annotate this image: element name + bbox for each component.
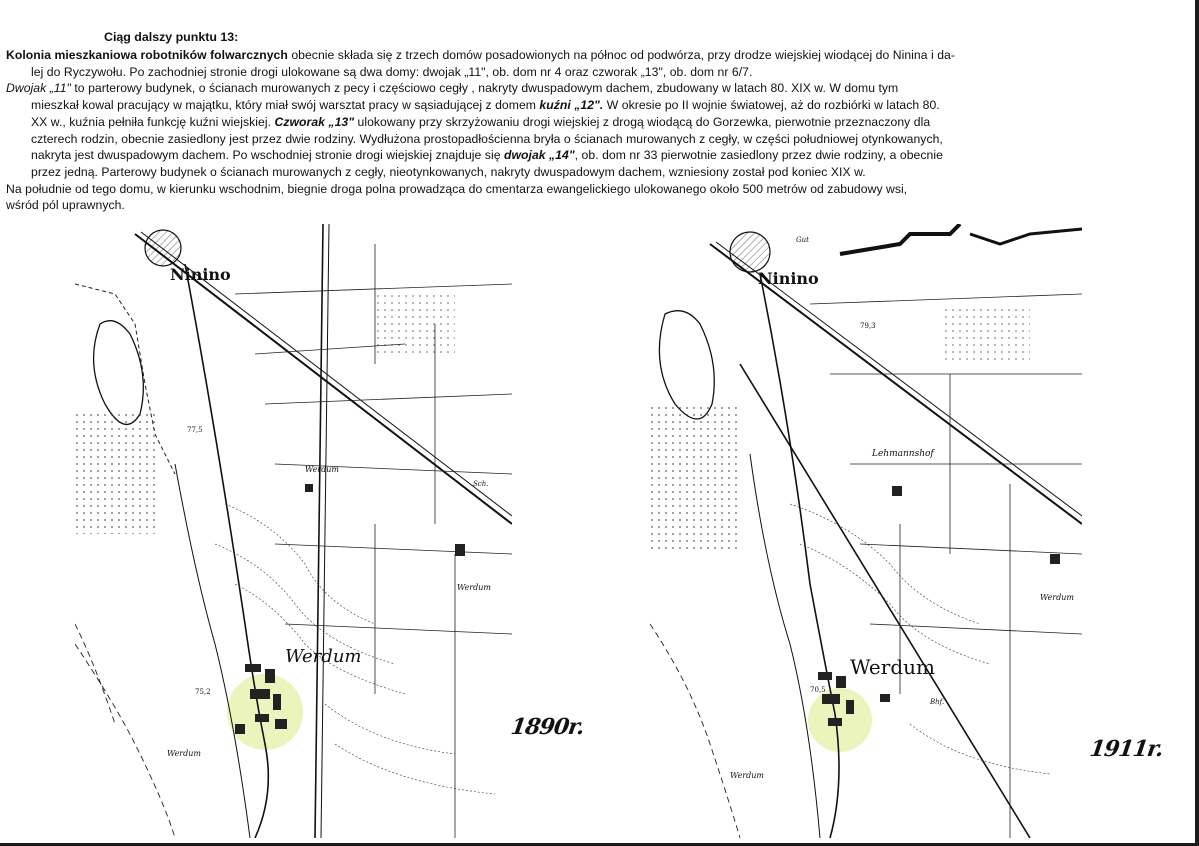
paragraph-2-dwojak-14: dwojak „14": [503, 148, 575, 163]
field-boundaries: [810, 294, 1082, 838]
paragraph-2-kuznia: kuźni „12".: [539, 98, 604, 113]
paragraph-2-line-1: to parterowy budynek, o ścianach murowanych z pecy i częściowo cegły , nakryty dwuspadowym dachem, zbudowany w latach 80. XIX w. W domu tym: [70, 81, 899, 96]
lake-shape: [94, 321, 144, 425]
map-1890-year: 1890r.: [509, 714, 586, 740]
map-1911: [650, 224, 1082, 838]
railway-line-2: [970, 229, 1082, 244]
highlight-circle: [227, 674, 303, 750]
diagonal-road-2: [740, 364, 1030, 838]
map-1890-label-werdum-small-1: Werdum: [305, 465, 339, 474]
paragraph-2-line-3: [6, 114, 1191, 131]
woodland-area: [75, 414, 155, 534]
map-1911-label-werdum-sw: Werdum: [730, 771, 764, 780]
body-text: [6, 47, 1191, 214]
paragraph-2-line-5b: , ob. dom nr 33 pierwotnie zasiedlony przez dwie rodziny, a obecnie: [574, 148, 943, 163]
map-1911-label-werdum-east: Werdum: [1040, 593, 1074, 602]
map-1911-label-werdum: Werdum: [850, 655, 935, 679]
paragraph-1-lead: Kolonia mieszkaniowa robotników folwarcznych: [6, 48, 288, 62]
lake-shape: [659, 311, 714, 419]
field-boundaries: [235, 244, 512, 838]
ninino-village-shape: [145, 230, 181, 266]
map-1911-year: 1911r.: [1088, 736, 1165, 762]
village-road: [760, 274, 839, 838]
paragraph-2-line-5: [6, 147, 1191, 164]
woodland-area: [650, 404, 740, 554]
district-border: [650, 624, 740, 838]
paragraph-2-line-2: [6, 97, 1191, 114]
map-1890-label-sch: Sch.: [473, 480, 489, 488]
paragraph-2-line-3a: XX w., kuźnia pełniła funkcję kuźni wiejskiej.: [31, 114, 275, 129]
paragraph-1: [6, 47, 1191, 64]
map-1890-label-ninino: Ninino: [170, 265, 231, 284]
map-1890-label-werdum-small-2: Werdum: [457, 583, 491, 592]
district-border: [75, 644, 175, 838]
paragraph-2-lead: Dwojak „11": [6, 81, 71, 96]
paragraph-2-czworak: Czworak „13": [274, 114, 355, 129]
paragraph-2-line-2b: W okresie po II wojnie światowej, aż do rozbiórki w latach 80.: [603, 98, 940, 113]
map-1911-label-gut: Gut: [796, 236, 809, 244]
map-1911-label-bhf: Bhf.: [930, 698, 945, 706]
map-1890: [75, 224, 512, 838]
paragraph-2-line-4: czterech rodzin, obecnie zasiedlony jest przez dwie rodziny. Wydłużona prostopadłościenna bryła o ścianach murowanych z cegły, w części południowej otynkowanych,: [31, 131, 943, 146]
paragraph-2-line-3b: ulokowany przy skrzyżowaniu drogi wiejskiej z drogą wiodącą do Gorzewka, pierwotnie przeznaczony dla: [354, 114, 931, 129]
paragraph-1-line-1: obecnie składa się z trzech domów posadowionych na północ od podwórza, przy drodze wiejskiej wiodącej do Ninina i da-: [287, 48, 955, 62]
paragraph-2-line-6: przez jedną. Parterowy budynek o ścianach murowanych z cegły, nieotynkowanych, nakryty dwuspadowym dachem, wzniesiony został pod koniec XIX w.: [31, 164, 866, 179]
map-1890-label-werdum-sw: Werdum: [167, 749, 201, 758]
paragraph-2: [6, 80, 1191, 97]
map-1911-label-elev-1: 79,3: [860, 322, 876, 330]
paragraph-3-line-2: wśród pól uprawnych.: [6, 198, 125, 213]
map-1911-drawing: [650, 224, 1082, 838]
railway-line: [840, 224, 960, 254]
map-1890-label-elev-1: 77,5: [187, 426, 203, 434]
scan-border-right: [1195, 0, 1199, 846]
ninino-village-shape: [730, 232, 770, 272]
section-heading: Ciąg dalszy punktu 13:: [104, 30, 239, 44]
map-1890-label-werdum: Werdum: [285, 646, 362, 667]
map-1890-drawing: [75, 224, 512, 838]
map-1911-label-elev-2: 70,5: [810, 686, 826, 694]
paragraph-2-line-5a: nakryta jest dwuspadowym dachem. Po wschodniej stronie drogi wiejskiej znajduje się: [31, 148, 504, 163]
map-1911-label-lehmannshof: Lehmannshof: [872, 449, 934, 459]
werdum-buildings: [235, 484, 465, 734]
map-1911-label-ninino: Ninino: [758, 269, 819, 288]
stream: [175, 464, 250, 838]
paragraph-1-line-2: lej do Ryczywołu. Po zachodniej stronie drogi ulokowane są dwa domy: dwojak „11", ob. dom nr 4 oraz czworak „13", ob. dom nr 6/7.: [31, 64, 753, 79]
paragraph-2-line-2a: mieszkał kowal pracujący w majątku, który miał swój warsztat pracy w sąsiadującej z domem: [31, 98, 540, 113]
stream: [750, 454, 820, 838]
map-1890-label-elev-2: 75,2: [195, 688, 211, 696]
orchard-area: [940, 304, 1030, 364]
paragraph-3-line-1: Na południe od tego domu, w kierunku wschodnim, biegnie droga polna prowadząca do cmentarza ewangelickiego ulokowanego około 500 metrów od zabudowy wsi,: [6, 181, 908, 196]
